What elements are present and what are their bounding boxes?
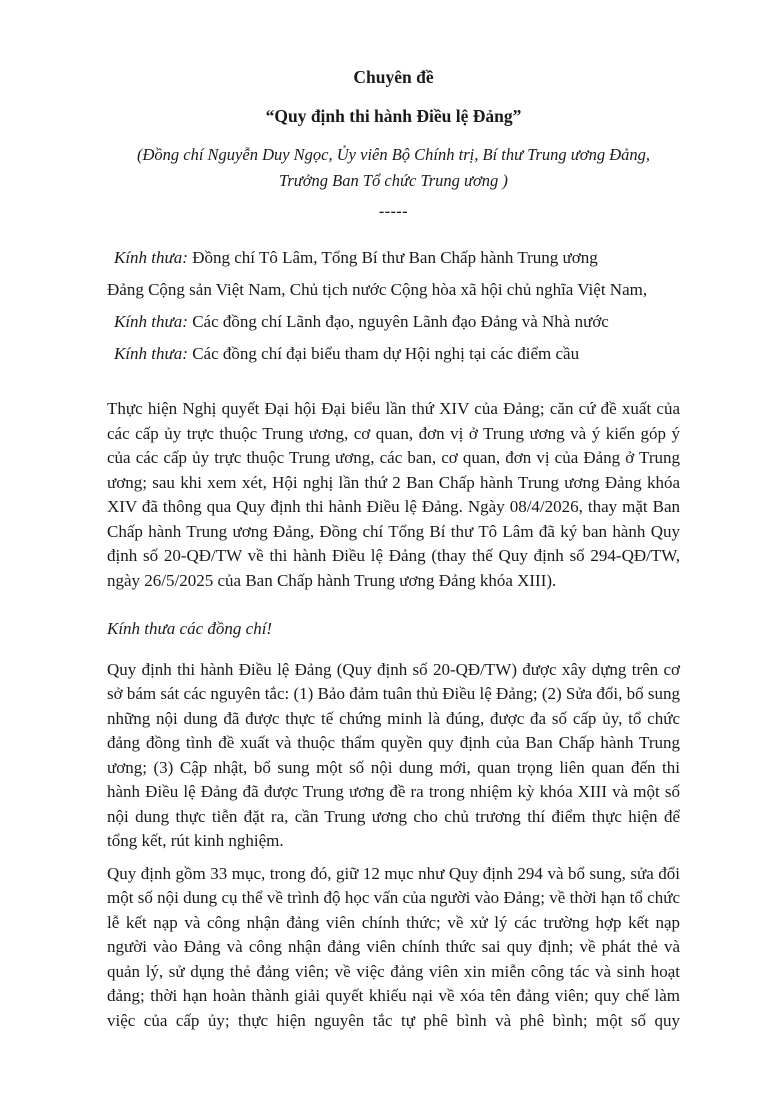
paragraph-2: Quy định thi hành Điều lệ Đảng (Quy định số 20-QĐ/TW) được xây dựng trên cơ sở bám sát các nguyên tắc: (1) Bảo đảm tuân thủ Điều lệ Đảng; (2) Sửa đổi, bổ sung những nội dung đã được thực tế chứng minh là đúng, được đa số cấp ủy, tổ chức đảng đồng tình đề xuất và thuộc thẩm quyền quy định của Ban Chấp hành Trung ương; (3) Cập nhật, bổ sung một số nội dung mới, quan trọng liên quan đến thi hành Điều lệ Đảng đã được Trung ương đề ra trong nhiệm kỳ khóa XIII và một số nội dung thực tiễn đặt ra, cần Trung ương cho chủ trương thí điểm thực hiện để tổng kết, rút kinh nghiệm. — [107, 659, 680, 850]
salutation-text: Các đồng chí đại biểu tham dự Hội nghị tại các điểm cầu — [187, 344, 580, 363]
salute-paragraph: Kính thưa các đồng chí! — [107, 619, 273, 638]
salutation-text: Các đồng chí Lãnh đạo, nguyên Lãnh đạo Đảng và Nhà nước — [187, 312, 609, 331]
salutation-line — [107, 338, 680, 370]
section-divider: ----- — [378, 203, 409, 220]
salutation-prefix: Kính thưa: — [114, 248, 188, 267]
salutation-line — [107, 242, 680, 274]
document-subtitle: “Quy định thi hành Điều lệ Đảng” — [265, 106, 522, 126]
salutation-line-continuation — [107, 274, 680, 306]
paragraph-3: Quy định gồm 33 mục, trong đó, giữ 12 mục như Quy định 294 và bổ sung, sửa đổi một số nội dung cụ thể về trình độ học vấn của người vào Đảng; về thời hạn tổ chức lễ kết nạp và công nhận đảng viên chính thức; về xử lý các trường hợp kết nạp người vào Đảng và công nhận đảng viên chính thức sai quy định; về phát thẻ và quản lý, sử dụng thẻ đảng viên; về việc đảng viên xin miễn công tác và sinh hoạt đảng; thời hạn hoàn thành giải quyết khiếu nại về xóa tên đảng viên; quy chế làm việc của cấp ủy; thực hiện nguyên tắc tự phê bình và phê bình; một số quy — [107, 863, 680, 1030]
author-note-line-1: (Đồng chí Nguyễn Duy Ngọc, Ủy viên Bộ Chính trị, Bí thư Trung ương Đảng, — [136, 145, 651, 164]
salutation-prefix: Kính thưa: — [114, 312, 188, 331]
document-body — [107, 397, 680, 1033]
document-content — [107, 64, 680, 1033]
salutation-text: Đồng chí Tô Lâm, Tổng Bí thư Ban Chấp hành Trung ương — [187, 248, 598, 267]
paragraph-1: Thực hiện Nghị quyết Đại hội Đại biểu lần thứ XIV của Đảng; căn cứ đề xuất của các cấp ủy trực thuộc Trung ương, cơ quan, đơn vị ở Trung ương và ý kiến góp ý của các cấp ủy trực thuộc Trung ương, các ban, cơ quan, đơn vị của Đảng ở Trung ương; sau khi xem xét, Hội nghị lần thứ 2 Ban Chấp hành Trung ương Đảng khóa XIV đã thông qua Quy định thi hành Điều lệ Đảng. Ngày 08/4/2026, thay mặt Ban Chấp hành Trung ương Đảng, Đồng chí Tổng Bí thư Tô Lâm đã ký ban hành Quy định số 20-QĐ/TW về thi hành Điều lệ Đảng (thay thế Quy định số 294-QĐ/TW, ngày 26/5/2025 của Ban Chấp hành Trung ương Đảng khóa XIII). — [107, 399, 680, 590]
document-title: Chuyên đề — [353, 67, 434, 87]
author-note-line-2: Trưởng Ban Tổ chức Trung ương ) — [279, 171, 508, 190]
salutation-block — [107, 242, 680, 370]
author-note — [107, 142, 680, 194]
salutation-line — [107, 306, 680, 338]
salutation-prefix: Kính thưa: — [114, 344, 188, 363]
salutation-text: Đảng Cộng sản Việt Nam, Chủ tịch nước Cộng hòa xã hội chủ nghĩa Việt Nam, — [107, 280, 648, 299]
